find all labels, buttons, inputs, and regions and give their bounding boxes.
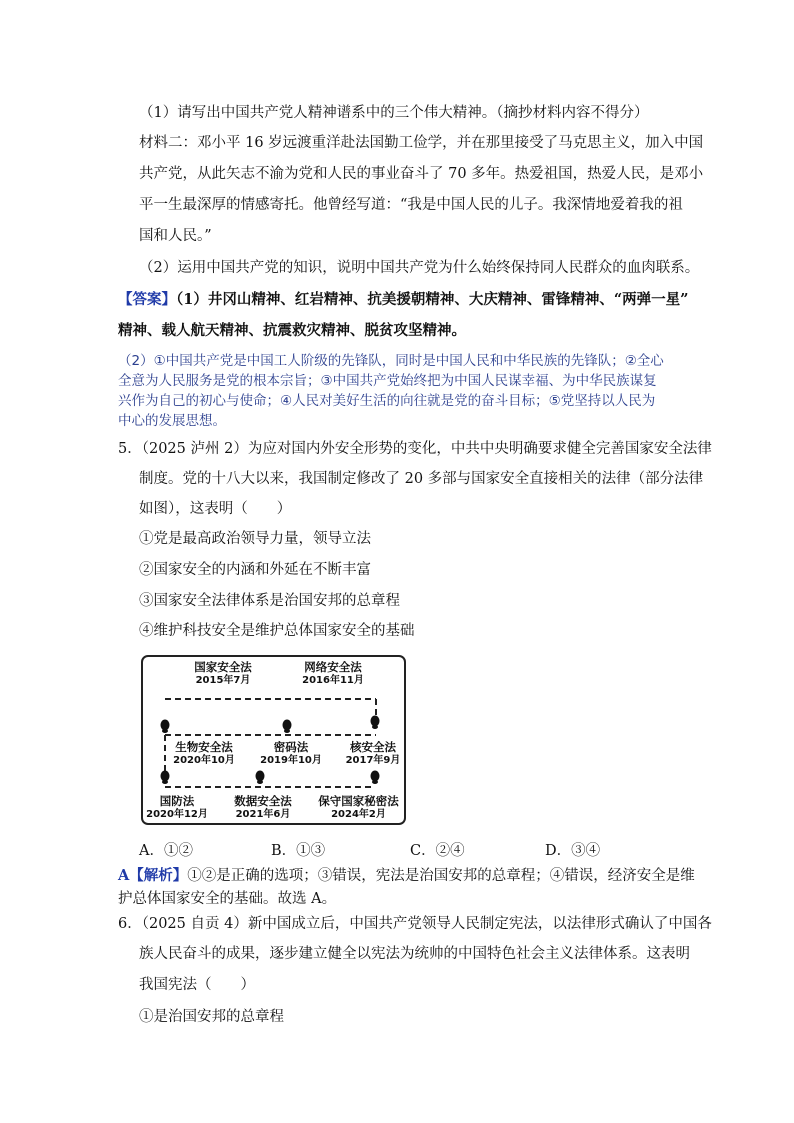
q5-option-3: ③国家安全法律体系是治国安邦的总章程 <box>139 593 400 609</box>
law-date: 2020年10月 <box>173 755 235 766</box>
law-biosecurity <box>165 740 243 767</box>
q6-stem-line-3: 我国宪法（ ） <box>139 977 255 993</box>
question-2: （2）运用中国共产党的知识，说明中国共产党为什么始终保持同人民群众的血肉联系。 <box>139 260 700 276</box>
footprint-icon <box>369 715 381 729</box>
law-cryptography <box>251 740 331 767</box>
choice-d: D．③④ <box>545 843 601 859</box>
law-data-security <box>225 794 301 821</box>
law-name: 核安全法 <box>350 740 396 754</box>
answer-part-2-line-4: 中心的发展思想。 <box>118 413 226 429</box>
q5-option-2: ②国家安全的内涵和外延在不断丰富 <box>139 562 371 578</box>
analysis-text: ①②是正确的选项；③错误，宪法是治国安邦的总章程；④错误，经济安全是维 <box>187 868 695 884</box>
choice-b: B．①③ <box>271 843 326 859</box>
law-date: 2019年10月 <box>260 755 322 766</box>
answer-part-2-line-2: 全意为人民服务是党的根本宗旨；③中国共产党始终把为中国人民谋幸福、为中华民族谋复 <box>118 373 657 389</box>
law-name: 国防法 <box>159 794 195 808</box>
law-state-secrets <box>311 794 406 821</box>
choice-a: A．①② <box>139 843 193 859</box>
law-date: 2024年2月 <box>331 809 386 820</box>
choice-c: C．②④ <box>410 843 465 859</box>
law-date: 2017年9月 <box>345 755 401 766</box>
law-date: 2020年12月 <box>146 809 208 820</box>
law-name: 数据安全法 <box>234 794 292 808</box>
q5-option-4: ④维护科技安全是维护总体国家安全的基础 <box>139 623 415 639</box>
q6-stem-line-1: 6．（2025 自贡 4）新中国成立后，中国共产党领导人民制定宪法，以法律形式确认了中国各 <box>118 916 712 932</box>
q5-stem-line-1: 5．（2025 泸州 2）为应对国内外安全形势的变化，中共中央明确要求健全完善国家安全法律 <box>118 441 712 457</box>
law-date: 2021年6月 <box>235 809 291 820</box>
footprint-icon <box>159 770 171 784</box>
law-name: 生物安全法 <box>175 740 233 754</box>
q5-stem-line-2: 制度。党的十八大以来，我国制定修改了 20 多部与国家安全直接相关的法律（部分法律 <box>139 471 704 487</box>
answer-tag: 【答案】 <box>118 291 176 308</box>
material-2-line-4: 国和人民。” <box>139 228 212 244</box>
answer-part-2-line-3: 兴作为自己的初心与使命；④人民对美好生活的向往就是党的奋斗目标；⑤党坚持以人民为 <box>118 393 656 409</box>
q6-option-1: ①是治国安邦的总章程 <box>139 1009 284 1025</box>
footprint-icon <box>281 719 293 733</box>
footprint-icon <box>369 770 381 784</box>
material-2-line-2: 共产党，从此矢志不渝为党和人民的事业奋斗了 70 多年。热爱祖国，热爱人民，是邓小 <box>139 166 704 182</box>
question-1: （1）请写出中国共产党人精神谱系中的三个伟大精神。（摘抄材料内容不得分） <box>139 105 649 121</box>
footprint-icon <box>254 770 266 784</box>
q5-stem-line-3: 如图），这表明（ ） <box>139 501 292 517</box>
law-name: 网络安全法 <box>304 660 362 674</box>
law-national-defense <box>143 794 211 821</box>
law-name: 国家安全法 <box>194 660 252 674</box>
law-date: 2015年7月 <box>195 675 251 686</box>
q5-analysis-line-1 <box>118 866 695 886</box>
material-2-line-1: 材料二：邓小平 16 岁远渡重洋赴法国勤工俭学，并在那里接受了马克思主义，加入中国 <box>139 135 704 151</box>
footprint-icon <box>159 719 171 733</box>
q5-option-1: ①党是最高政治领导力量，领导立法 <box>139 531 371 547</box>
answer-part-2-line-1: （2）①中国共产党是中国工人阶级的先锋队，同时是中国人民和中华民族的先锋队；②全心 <box>118 353 664 369</box>
answer-line-2: 精神、载人航天精神、抗震救灾精神、脱贫攻坚精神。 <box>118 322 466 339</box>
q6-stem-line-2: 族人民奋斗的成果，逐步建立健全以宪法为统帅的中国特色社会主义法律体系。这表明 <box>139 946 690 962</box>
answer-part-1: （1）井冈山精神、红岩精神、抗美援朝精神、大庆精神、雷锋精神、“两弹一星” <box>176 291 689 308</box>
law-cyber-security <box>291 660 375 687</box>
law-name: 密码法 <box>273 740 309 754</box>
law-timeline-figure <box>141 655 406 825</box>
q5-analysis-line-2: 护总体国家安全的基础。故选 A。 <box>118 891 337 907</box>
law-date: 2016年11月 <box>302 675 364 686</box>
analysis-tag: A【解析】 <box>118 867 188 884</box>
law-nuclear-safety <box>338 740 408 767</box>
law-name: 保守国家秘密法 <box>318 794 399 808</box>
material-2-line-3: 平一生最深厚的情感寄托。他曾经写道：“我是中国人民的儿子。我深情地爱着我的祖 <box>139 197 683 213</box>
answer-line-1 <box>118 290 689 310</box>
law-national-security <box>183 660 263 687</box>
